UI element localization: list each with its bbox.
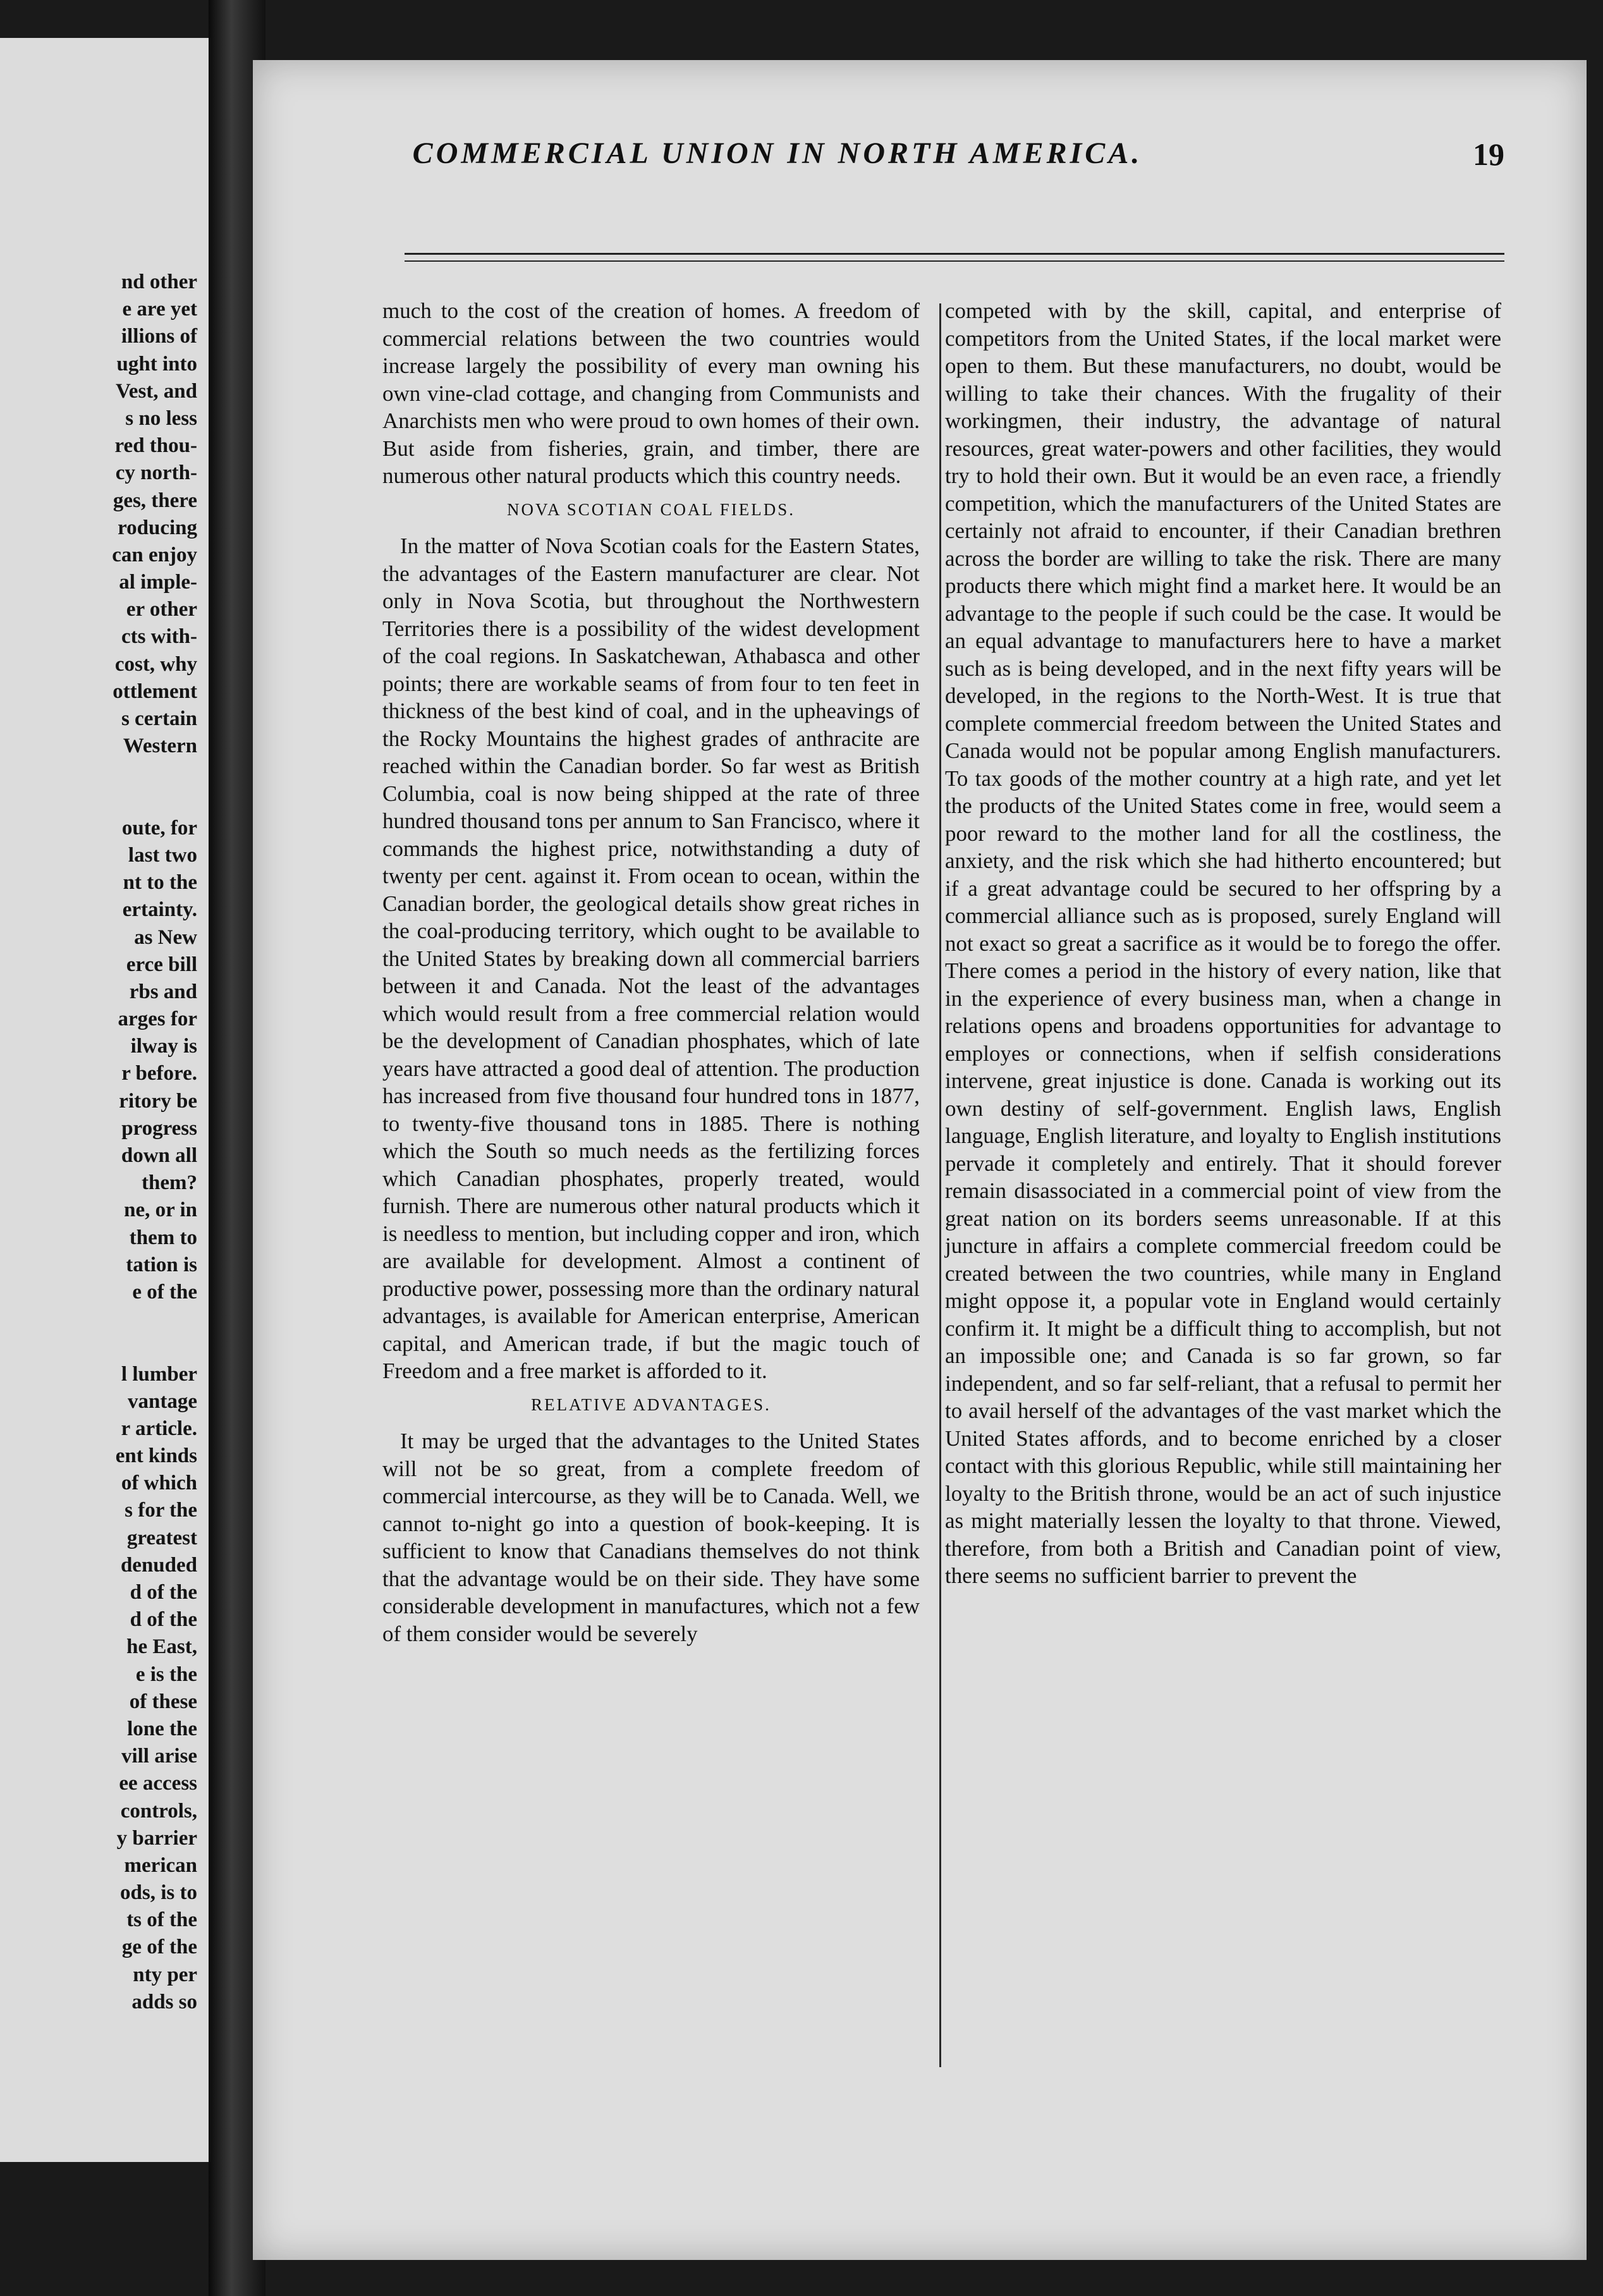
previous-page-line: e is the <box>135 1663 197 1686</box>
header-rule-top <box>405 253 1504 255</box>
previous-page-line: oute, for <box>121 816 197 840</box>
previous-page-line: vantage <box>128 1389 197 1413</box>
previous-page-line: ods, is to <box>120 1881 197 1905</box>
previous-page-text <box>1 269 197 2016</box>
previous-page-line: s certain <box>121 707 197 730</box>
left-column <box>382 297 920 1647</box>
previous-page-line: of these <box>129 1690 197 1713</box>
previous-page-line: e of the <box>132 1280 197 1304</box>
previous-page-line: l lumber <box>121 1362 197 1386</box>
heading-nova-scotian-coal-fields: NOVA SCOTIAN COAL FIELDS. <box>506 499 796 519</box>
previous-page-line: rbs and <box>129 980 197 1003</box>
previous-page-line: r before. <box>121 1062 197 1085</box>
header-rule-bottom <box>405 260 1504 262</box>
previous-page-line: of which <box>121 1472 197 1495</box>
page-number: 19 <box>1473 137 1504 172</box>
previous-page-line: s no less <box>125 406 197 430</box>
running-title: COMMERCIAL UNION IN NORTH AMERICA. <box>412 137 1143 170</box>
previous-page-line: cy north- <box>115 461 197 485</box>
previous-page-line: cts with- <box>121 625 197 649</box>
previous-page-edge <box>0 38 209 2162</box>
previous-page-line: ught into <box>116 352 197 376</box>
previous-page-line: Vest, and <box>116 379 197 403</box>
previous-page-line <box>1 1333 197 1360</box>
right-column <box>945 297 1501 1590</box>
previous-page-line: y barrier <box>116 1826 197 1850</box>
previous-page-line: he East, <box>126 1635 197 1659</box>
previous-page-line: d of the <box>130 1581 197 1604</box>
previous-page-line: vill arise <box>121 1745 197 1768</box>
previous-page-line: red thou- <box>114 434 197 458</box>
previous-page-line: ertainty. <box>122 898 197 922</box>
previous-page-line: ilway is <box>130 1035 197 1058</box>
previous-page-line: tation is <box>126 1253 197 1276</box>
previous-page-line: progress <box>121 1116 197 1140</box>
previous-page-line: ee access <box>119 1772 197 1795</box>
previous-page-line: adds so <box>131 1990 197 2013</box>
previous-page-line: last two <box>128 843 197 867</box>
previous-page-line: s for the <box>125 1499 197 1522</box>
previous-page-line: arges for <box>118 1008 197 1031</box>
previous-page-line: lone the <box>127 1717 197 1740</box>
previous-page-line: erce bill <box>126 953 197 976</box>
previous-page-line: d of the <box>130 1608 197 1632</box>
previous-page-line: ottlement <box>113 680 197 703</box>
previous-page-line: as New <box>134 925 197 949</box>
previous-page-line <box>1 788 197 815</box>
paragraph-coal-fields: In the matter of Nova Scotian coals for the Eastern States, the advantages of the Eastern manufacturer are clear. Not only in Nova Scotia, but throughout the Northwestern Territories there is a possibility of the widest development of the coal regions. In Saskatchewan, Athabasca and other points; there are workable seams of from four to ten feet in thickness of the best kind of coal, and in the upheavings of the Rocky Mountains the highest grades of anthracite are reached within the Canadian border. So far west as British Columbia, coal is now being shipped at the rate of three hundred thousand tons per annum to San Francisco, where it commands the highest price, notwithstanding a duty of twenty per cent. against it. From ocean to ocean, within the Canadian border, the geological details show great riches in the coal-producing territory, which ought to be available to the United States by breaking down all commercial barriers between it and Canada. Not the least of the advantages which would result from a free commercial relation would be the development of Canadian phosphates, which of late years have attracted a good deal of attention. The production has increased from five thousand four hundred tons in 1877, to twenty-five thousand tons in 1885. There is nothing which the South so much needs as the fertilizing forces which Canadian phosphates, properly treated, would furnish. There are numerous other natural products which it is needless to mention, but including copper and iron, which are available for development. Almost a continent of productive power, possessing more than the ordinary natural advantages, is available for American enterprise, American capital, and American trade, if but the magic touch of Freedom and a free market is afforded to it. <box>382 534 920 1383</box>
previous-page-line: illions of <box>121 325 197 348</box>
previous-page-line: merican <box>124 1853 197 1877</box>
paragraph-homes: much to the cost of the creation of homes. A freedom of commercial relations between the two countries would increase largely the possibility of every man owning his own vine-clad cottage, and changing from Communists and Anarchists men who were proud to own homes of their own. But aside from fisheries, grain, and timber, there are numerous other natural products which this country needs. <box>382 298 920 488</box>
paragraph-manufacturers: competed with by the skill, capital, and enterprise of competitors from the United States, if the local market were open to them. But these manufacturers, no doubt, would be willing to take their chances. With the frugality of their workingmen, their industry, the advantage of natural resources, great water-powers and other facilities, they would try to hold their own. But it would be an even race, a friendly competition, which the manufacturers of the United States are certainly not afraid to encounter, if their Canadian brethren across the border are willing to take the risk. There are many products there which might find a market here. It would be an advantage to the people if such could be the case. It would be an equal advantage to manufacturers here to have a market such as is being developed, and in the next fifty years will be developed, in the regions to the North-West. It is true that complete commercial freedom between the United States and Canada would not be popular among English manufacturers. To tax goods of the mother country at a high rate, and yet let the products of the United States come in free, would seem a poor reward to the mother land for all the costliness, the anxiety, and the risk which she had hitherto encountered; but if a great advantage could be secured to her offspring by a commercial alliance such as is proposed, surely England will not exact so great a sacrifice as it would be to forego the offer. There comes a period in the history of every nation, like that in the experience of every business man, when a change in relations opens and broadens opportunities for advantage to employes or connections, when if selfish considerations intervene, great injustice is done. Canada is working out its own destiny of self-government. English laws, English language, English literature, and loyalty to English institutions pervade it completely and entirely. That it should forever remain disassociated in a commercial point of view from the great nation on its borders seems unreasonable. If at this juncture in affairs a complete commercial freedom could be created between the two countries, while many in England might oppose it, a popular vote in England would certainly confirm it. It might be a difficult thing to accomplish, but not an impossible one; and Canada is so far grown, so far independent, and so far self-reliant, that a refusal to permit her to avail herself of the advantages of the vast market which the United States affords, and to become enriched by a closer contact with this glorious Republic, while still maintaining her loyalty to the British throne, would be an act of such injustice as might materially lessen the loyalty to that throne. Viewed, therefore, from both a British and Canadian point of view, there seems no sufficient barrier to prevent the <box>945 298 1501 1588</box>
previous-page-line: ent kinds <box>115 1444 197 1468</box>
previous-page-line: r article. <box>121 1417 197 1440</box>
previous-page-line: denuded <box>120 1553 197 1577</box>
previous-page-line: ge of the <box>121 1936 197 1959</box>
previous-page-line: them? <box>142 1171 197 1195</box>
previous-page-line: cost, why <box>114 652 197 676</box>
previous-page-line: e are yet <box>122 298 197 321</box>
paragraph-relative-advantages: It may be urged that the advantages to the United States will not be so great, from a complete freedom of commercial intercourse, as they will be to Canada. Well, we cannot to-night go into a question of book-keeping. It is sufficient to know that Canadians themselves do not think that the advantage would be on their side. They have some considerable development in manufactures, which not a few of them consider would be severely <box>382 1429 920 1646</box>
previous-page-line: them to <box>129 1226 197 1249</box>
previous-page-line: greatest <box>126 1526 197 1549</box>
previous-page-line <box>1 760 197 787</box>
previous-page-line: ts of the <box>126 1908 197 1932</box>
previous-page-line: controls, <box>120 1799 197 1823</box>
previous-page-line: ne, or in <box>124 1199 197 1222</box>
previous-page-line: can enjoy <box>112 543 197 566</box>
previous-page-line: nd other <box>121 271 197 293</box>
previous-page-line: ritory be <box>119 1089 197 1113</box>
previous-page-line <box>1 1306 197 1333</box>
previous-page-line: roducing <box>118 516 197 539</box>
column-divider <box>939 303 941 2067</box>
heading-relative-advantages: RELATIVE ADVANTAGES. <box>531 1395 771 1414</box>
previous-page-line: er other <box>126 598 197 621</box>
previous-page-line: Western <box>123 735 197 758</box>
previous-page-line: down all <box>121 1144 197 1167</box>
previous-page-line: nt to the <box>123 871 197 895</box>
previous-page-line: al imple- <box>119 571 197 594</box>
previous-page-line: nty per <box>133 1963 197 1986</box>
previous-page-line: ges, there <box>113 489 197 512</box>
